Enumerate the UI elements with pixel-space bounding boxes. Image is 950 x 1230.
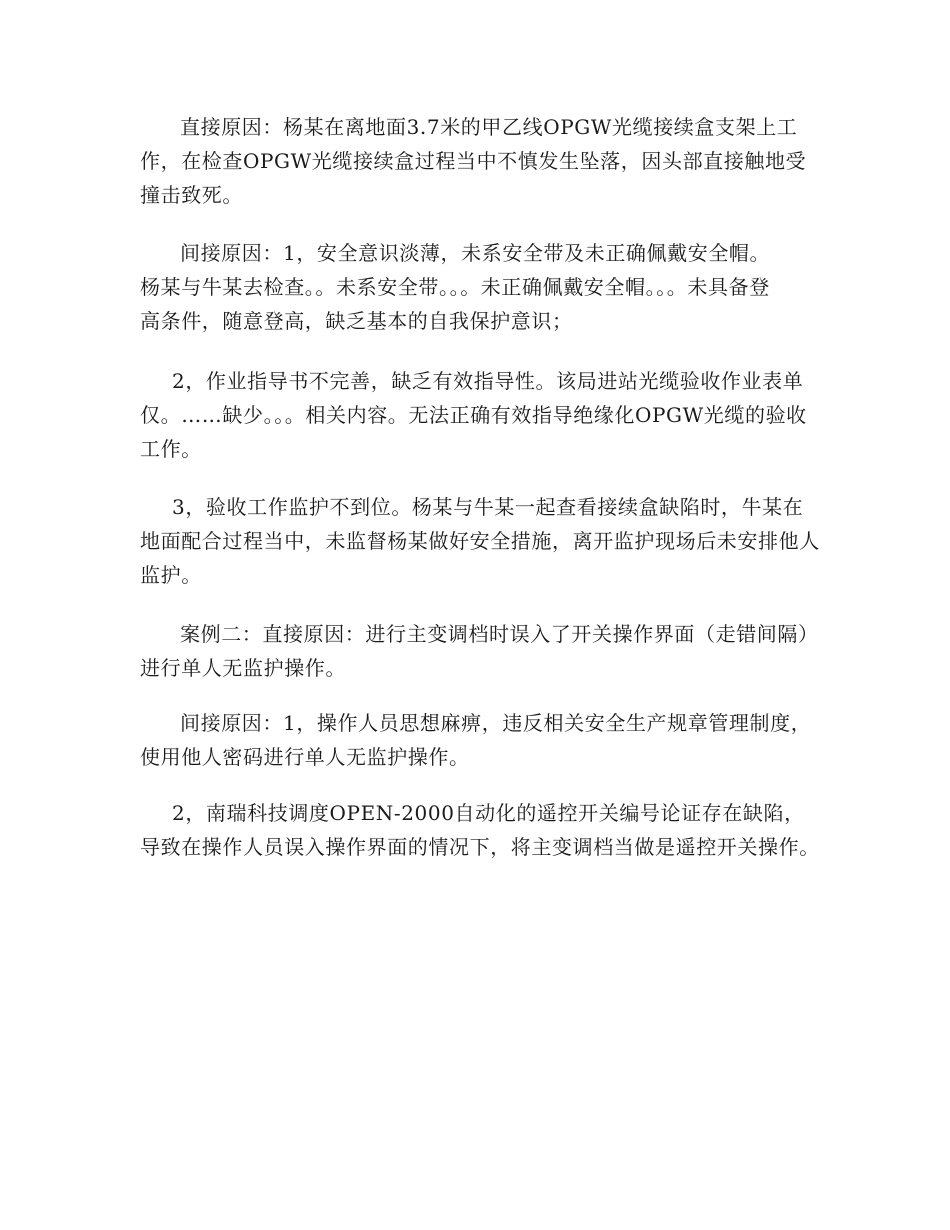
paragraph-case-two-indirect-cause-1: 间接原因：1，操作人员思想麻痹，违反相关安全生产规章管理制度，使用他人密码进行单人无监护操作。 — [140, 711, 812, 769]
paragraph-direct-cause: 直接原因：杨某在离地面3.7米的甲乙线OPGW光缆接续盒支架上工作，在检查OPGW光缆接续盒过程当中不慎发生坠落，因头部直接触地受撞击致死。 — [140, 115, 807, 207]
paragraph-indirect-cause-3: 3，验收工作监护不到位。杨某与牛某一起查看接续盒缺陷时，牛某在地面配合过程当中，未监督杨某做好安全措施，离开监护现场后未安排他人监护。 — [140, 495, 820, 587]
paragraph-indirect-cause-2: 2，作业指导书不完善，缺乏有效指导性。该局进站光缆验收作业表单仅。……缺少。。。相关内容。无法正确有效指导绝缘化OPGW光缆的验收工作。 — [140, 369, 807, 461]
paragraph-case-two-indirect-cause-2: 2，南瑞科技调度OPEN-2000自动化的遥控开关编号论证存在缺陷，导致在操作人员误入操作界面的情况下，将主变调档当做是遥控开关操作。 — [140, 801, 820, 859]
paragraph-case-two-direct-cause: 案例二：直接原因：进行主变调档时误入了开关操作界面（走错间隔）进行单人无监护操作。 — [140, 622, 819, 680]
paragraph-indirect-cause-1: 间接原因：1，安全意识淡薄，未系安全带及未正确佩戴安全帽。杨某与牛某去检查。。未系安全带。。。未正确佩戴安全帽。。。未具备登高条件，随意登高，缺乏基本的自我保护意识； — [140, 241, 771, 333]
